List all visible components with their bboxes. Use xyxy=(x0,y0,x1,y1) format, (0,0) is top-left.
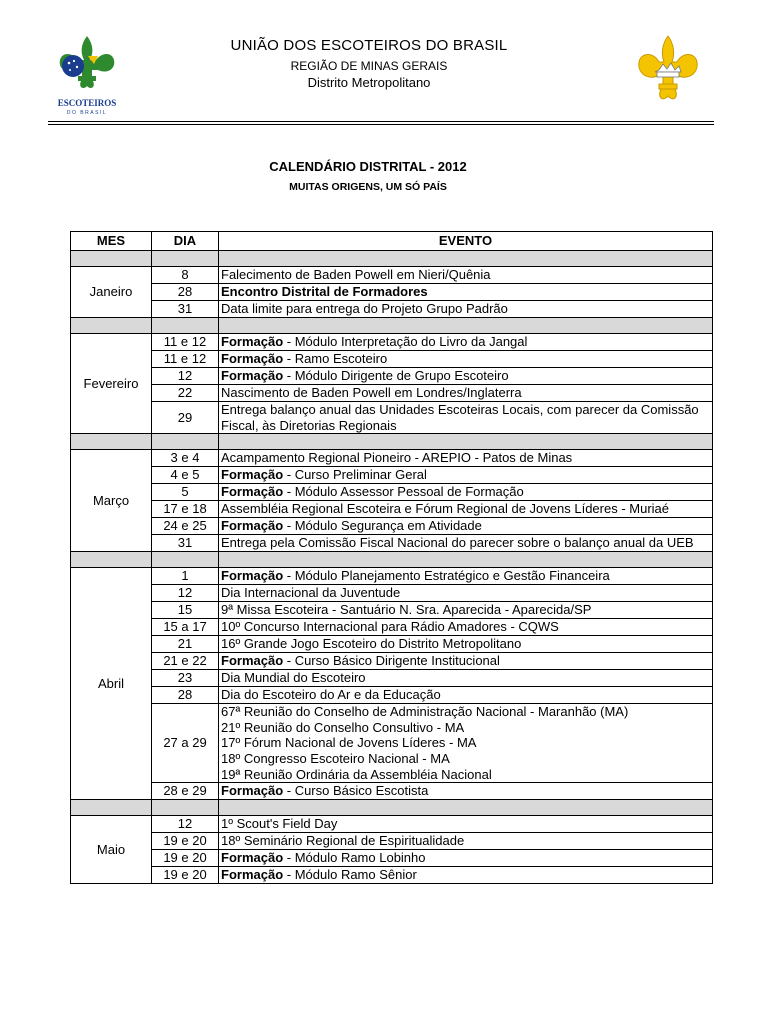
table-row xyxy=(71,301,713,318)
event-cell xyxy=(219,518,713,535)
table-row xyxy=(71,833,713,850)
table-row xyxy=(71,368,713,385)
header-rule-bottom xyxy=(48,124,714,125)
table-row xyxy=(71,518,713,535)
event-text: 1º Scout's Field Day xyxy=(221,816,338,832)
event-text: - Módulo Planejamento Estratégico e Gestão Financeira xyxy=(283,568,610,584)
month-separator-row xyxy=(71,434,713,450)
table-row xyxy=(71,501,713,518)
column-header-day: DIA xyxy=(152,232,219,251)
table-row xyxy=(71,687,713,704)
month-cell: Março xyxy=(71,450,152,552)
table-row xyxy=(71,704,713,783)
table-row xyxy=(71,351,713,368)
separator-cell xyxy=(71,552,152,568)
separator-cell xyxy=(219,318,713,334)
table-row xyxy=(71,816,713,833)
region-name: REGIÃO DE MINAS GERAIS xyxy=(290,59,448,73)
table-row xyxy=(71,867,713,884)
month-cell: Maio xyxy=(71,816,152,884)
event-cell xyxy=(219,619,713,636)
table-row xyxy=(71,568,713,585)
event-cell xyxy=(219,602,713,619)
event-bold-label: Formação xyxy=(221,467,284,483)
day-cell: 31 xyxy=(152,301,219,318)
day-cell: 1 xyxy=(152,568,219,585)
separator-cell xyxy=(71,800,152,816)
day-cell: 19 e 20 xyxy=(152,850,219,867)
month-cell: Fevereiro xyxy=(71,334,152,434)
event-cell xyxy=(219,467,713,484)
event-text: 9ª Missa Escoteira - Santuário N. Sra. Aparecida - Aparecida/SP xyxy=(221,602,592,618)
day-cell: 19 e 20 xyxy=(152,867,219,884)
event-bold-label: Formação xyxy=(221,351,284,367)
event-cell xyxy=(219,334,713,351)
event-text: 10º Concurso Internacional para Rádio Amadores - CQWS xyxy=(221,619,559,635)
table-row xyxy=(71,850,713,867)
table-row xyxy=(71,653,713,670)
calendar-table xyxy=(70,231,713,884)
separator-cell xyxy=(152,552,219,568)
event-cell xyxy=(219,687,713,704)
event-bold-label: Encontro Distrital de Formadores xyxy=(221,284,428,300)
event-bold-label: Formação xyxy=(221,850,284,866)
event-cell xyxy=(219,284,713,301)
event-bold-label: Formação xyxy=(221,334,284,350)
event-text: - Módulo Ramo Sênior xyxy=(283,867,417,883)
separator-cell xyxy=(71,318,152,334)
event-text: - Módulo Dirigente de Grupo Escoteiro xyxy=(283,368,509,384)
event-cell xyxy=(219,783,713,800)
event-cell xyxy=(219,450,713,467)
separator-cell xyxy=(152,251,219,267)
day-cell: 5 xyxy=(152,484,219,501)
document-subtitle: MUITAS ORIGENS, UM SÓ PAÍS xyxy=(289,181,447,193)
day-cell: 23 xyxy=(152,670,219,687)
event-text: - Módulo Segurança em Atividade xyxy=(283,518,482,534)
day-cell: 17 e 18 xyxy=(152,501,219,518)
table-row xyxy=(71,636,713,653)
day-cell: 21 xyxy=(152,636,219,653)
event-bold-label: Formação xyxy=(221,783,284,799)
event-text: - Curso Preliminar Geral xyxy=(283,467,427,483)
event-bold-label: Formação xyxy=(221,484,284,500)
event-text: Assembléia Regional Escoteira e Fórum Regional de Jovens Líderes - Muriaé xyxy=(221,501,669,517)
event-text: Entrega pela Comissão Fiscal Nacional do parecer sobre o balanço anual da UEB xyxy=(221,535,694,551)
event-bold-label: Formação xyxy=(221,568,284,584)
organization-title: UNIÃO DOS ESCOTEIROS DO BRASIL xyxy=(230,37,508,54)
event-text: Acampamento Regional Pioneiro - AREPIO - Patos de Minas xyxy=(221,450,573,466)
table-row xyxy=(71,602,713,619)
event-cell xyxy=(219,867,713,884)
event-bold-label: Formação xyxy=(221,653,284,669)
table-row xyxy=(71,267,713,284)
table-header-row xyxy=(71,232,713,251)
event-text: 16º Grande Jogo Escoteiro do Distrito Metropolitano xyxy=(221,636,522,652)
table-row xyxy=(71,619,713,636)
separator-cell xyxy=(152,800,219,816)
event-cell xyxy=(219,568,713,585)
day-cell: 4 e 5 xyxy=(152,467,219,484)
event-cell xyxy=(219,833,713,850)
event-text: Nascimento de Baden Powell em Londres/Inglaterra xyxy=(221,385,522,401)
event-bold-label: Formação xyxy=(221,518,284,534)
table-row xyxy=(71,402,713,434)
separator-cell xyxy=(71,434,152,450)
event-cell xyxy=(219,385,713,402)
event-text: - Ramo Escoteiro xyxy=(283,351,388,367)
month-separator-row xyxy=(71,318,713,334)
event-cell xyxy=(219,670,713,687)
event-text: Dia Internacional da Juventude xyxy=(221,585,401,601)
event-cell xyxy=(219,653,713,670)
event-text: - Módulo Interpretação do Livro da Jangal xyxy=(283,334,528,350)
separator-cell xyxy=(219,552,713,568)
header-rule-top xyxy=(48,121,714,122)
separator-cell xyxy=(219,800,713,816)
event-cell xyxy=(219,368,713,385)
event-line: 19ª Reunião Ordinária da Assembléia Nacional xyxy=(221,766,492,782)
event-text: - Módulo Assessor Pessoal de Formação xyxy=(283,484,524,500)
separator-cell xyxy=(219,251,713,267)
day-cell: 15 a 17 xyxy=(152,619,219,636)
event-line: 17º Fórum Nacional de Jovens Líderes - MA xyxy=(221,735,477,751)
day-cell: 29 xyxy=(152,402,219,434)
event-text: Entrega balanço anual das Unidades Escoteiras Locais, com parecer da Comissão Fiscal, às Diretorias Regionais xyxy=(221,402,699,433)
day-cell: 19 e 20 xyxy=(152,833,219,850)
event-text: - Módulo Ramo Lobinho xyxy=(283,850,426,866)
table-row xyxy=(71,334,713,351)
event-cell xyxy=(219,585,713,602)
table-row xyxy=(71,484,713,501)
event-cell xyxy=(219,402,713,434)
day-cell: 3 e 4 xyxy=(152,450,219,467)
svg-text:DO BRASIL: DO BRASIL xyxy=(66,110,108,116)
month-separator-row xyxy=(71,552,713,568)
table-row xyxy=(71,450,713,467)
separator-cell xyxy=(219,434,713,450)
table-row xyxy=(71,467,713,484)
month-cell: Janeiro xyxy=(71,267,152,318)
event-text: 18º Seminário Regional de Espiritualidade xyxy=(221,833,465,849)
day-cell: 11 e 12 xyxy=(152,351,219,368)
event-cell xyxy=(219,484,713,501)
event-text: Dia do Escoteiro do Ar e da Educação xyxy=(221,687,441,703)
event-cell xyxy=(219,704,713,783)
day-cell: 22 xyxy=(152,385,219,402)
event-line: 18º Congresso Escoteiro Nacional - MA xyxy=(221,750,450,766)
event-bold-label: Formação xyxy=(221,867,284,883)
day-cell: 12 xyxy=(152,585,219,602)
day-cell: 12 xyxy=(152,368,219,385)
day-cell: 28 xyxy=(152,284,219,301)
column-header-month: MES xyxy=(71,232,152,251)
day-cell: 27 a 29 xyxy=(152,704,219,783)
event-line: 21º Reunião do Conselho Consultivo - MA xyxy=(221,719,465,735)
month-cell: Abril xyxy=(71,568,152,800)
day-cell: 28 xyxy=(152,687,219,704)
event-text: Data limite para entrega do Projeto Grupo Padrão xyxy=(221,301,508,317)
day-cell: 24 e 25 xyxy=(152,518,219,535)
table-row xyxy=(71,385,713,402)
separator-cell xyxy=(152,434,219,450)
page-header xyxy=(0,0,768,130)
district-name: Distrito Metropolitano xyxy=(307,75,431,90)
event-cell xyxy=(219,301,713,318)
column-header-event: EVENTO xyxy=(219,232,713,251)
month-separator-row xyxy=(71,251,713,267)
month-separator-row xyxy=(71,800,713,816)
table-row xyxy=(71,585,713,602)
event-text: Falecimento de Baden Powell em Nieri/Quênia xyxy=(221,267,491,283)
event-cell xyxy=(219,267,713,284)
table-row xyxy=(71,535,713,552)
fleur-de-lis-logo xyxy=(633,32,703,116)
event-cell xyxy=(219,501,713,518)
event-text: - Curso Básico Dirigente Institucional xyxy=(283,653,500,669)
event-cell xyxy=(219,535,713,552)
event-cell xyxy=(219,636,713,653)
event-text: Dia Mundial do Escoteiro xyxy=(221,670,366,686)
document-title: CALENDÁRIO DISTRITAL - 2012 xyxy=(269,159,467,174)
svg-text:ESCOTEIROS: ESCOTEIROS xyxy=(57,98,117,108)
day-cell: 28 e 29 xyxy=(152,783,219,800)
event-cell xyxy=(219,850,713,867)
event-text: - Curso Básico Escotista xyxy=(283,783,429,799)
day-cell: 15 xyxy=(152,602,219,619)
event-line: 67ª Reunião do Conselho de Administração Nacional - Maranhão (MA) xyxy=(221,704,629,720)
event-cell xyxy=(219,816,713,833)
table-row xyxy=(71,670,713,687)
day-cell: 21 e 22 xyxy=(152,653,219,670)
day-cell: 31 xyxy=(152,535,219,552)
day-cell: 8 xyxy=(152,267,219,284)
table-row xyxy=(71,783,713,800)
table-row xyxy=(71,284,713,301)
event-bold-label: Formação xyxy=(221,368,284,384)
event-cell xyxy=(219,351,713,368)
separator-cell xyxy=(71,251,152,267)
day-cell: 11 e 12 xyxy=(152,334,219,351)
day-cell: 12 xyxy=(152,816,219,833)
separator-cell xyxy=(152,318,219,334)
